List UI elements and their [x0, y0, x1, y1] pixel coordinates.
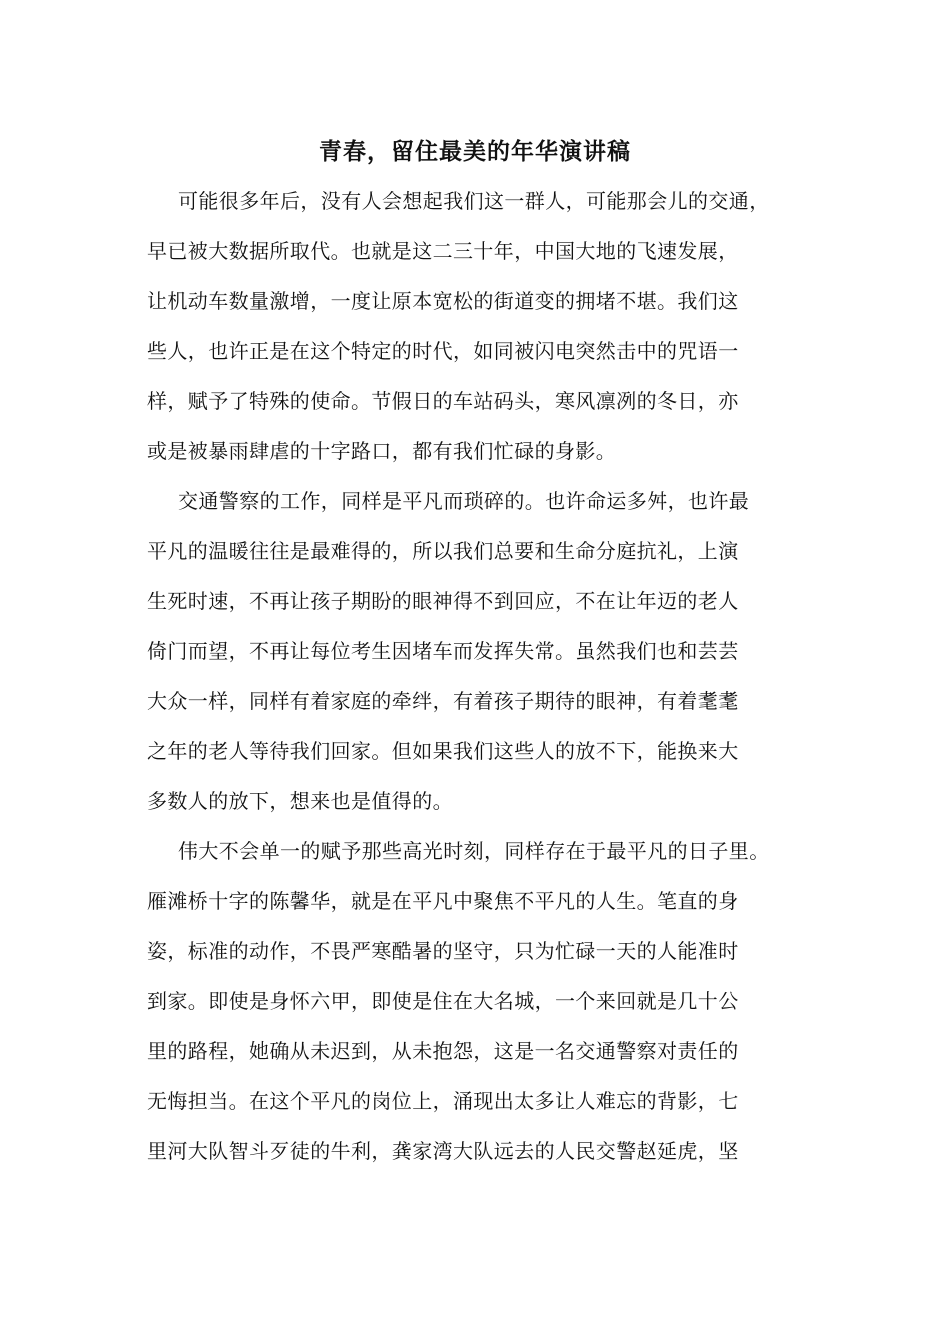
paragraph-1-line-3: 让机动车数量激增，一度让原本宽松的街道变的拥堵不堪。我们这 [147, 289, 739, 313]
paragraph-3-line-2: 雁滩桥十字的陈馨华，就是在平凡中聚焦不平凡的人生。笔直的身 [147, 889, 739, 913]
paragraph-1-line-1: 可能很多年后，没有人会想起我们这一群人，可能那会儿的交通， [178, 189, 770, 213]
paragraph-2-line-6: 之年的老人等待我们回家。但如果我们这些人的放不下，能换来大 [147, 739, 739, 763]
paragraph-2-line-4: 倚门而望，不再让每位考生因堵车而发挥失常。虽然我们也和芸芸 [147, 639, 739, 663]
document-title: 青春，留住最美的年华演讲稿 [319, 138, 631, 165]
paragraph-3-line-3: 姿，标准的动作，不畏严寒酷暑的坚守，只为忙碌一天的人能准时 [147, 939, 739, 963]
paragraph-1-line-6: 或是被暴雨肆虐的十字路口，都有我们忙碌的身影。 [147, 439, 617, 463]
paragraph-1-line-2: 早已被大数据所取代。也就是这二三十年，中国大地的飞速发展， [147, 239, 739, 263]
paragraph-1-line-5: 样，赋予了特殊的使命。节假日的车站码头，寒风凛冽的冬日，亦 [147, 389, 739, 413]
paragraph-3-line-4: 到家。即使是身怀六甲，即使是住在大名城，一个来回就是几十公 [147, 989, 739, 1013]
paragraph-3-line-1: 伟大不会单一的赋予那些高光时刻，同样存在于最平凡的日子里。 [178, 839, 770, 863]
paragraph-2-line-7: 多数人的放下，想来也是值得的。 [147, 789, 453, 813]
paragraph-3-line-5: 里的路程，她确从未迟到，从未抱怨，这是一名交通警察对责任的 [147, 1039, 739, 1063]
paragraph-3-line-6: 无悔担当。在这个平凡的岗位上，涌现出太多让人难忘的背影，七 [147, 1089, 739, 1113]
paragraph-2-line-5: 大众一样，同样有着家庭的牵绊，有着孩子期待的眼神，有着耄耄 [147, 689, 739, 713]
paragraph-2-line-3: 生死时速，不再让孩子期盼的眼神得不到回应，不在让年迈的老人 [147, 589, 739, 613]
paragraph-2-line-1: 交通警察的工作，同样是平凡而琐碎的。也许命运多舛，也许最 [178, 489, 750, 513]
paragraph-1-line-4: 些人，也许正是在这个特定的时代，如同被闪电突然击中的咒语一 [147, 339, 739, 363]
paragraph-3-line-7: 里河大队智斗歹徒的牛利，龚家湾大队远去的人民交警赵延虎，坚 [147, 1139, 739, 1163]
paragraph-2-line-2: 平凡的温暖往往是最难得的，所以我们总要和生命分庭抗礼，上演 [147, 539, 739, 563]
